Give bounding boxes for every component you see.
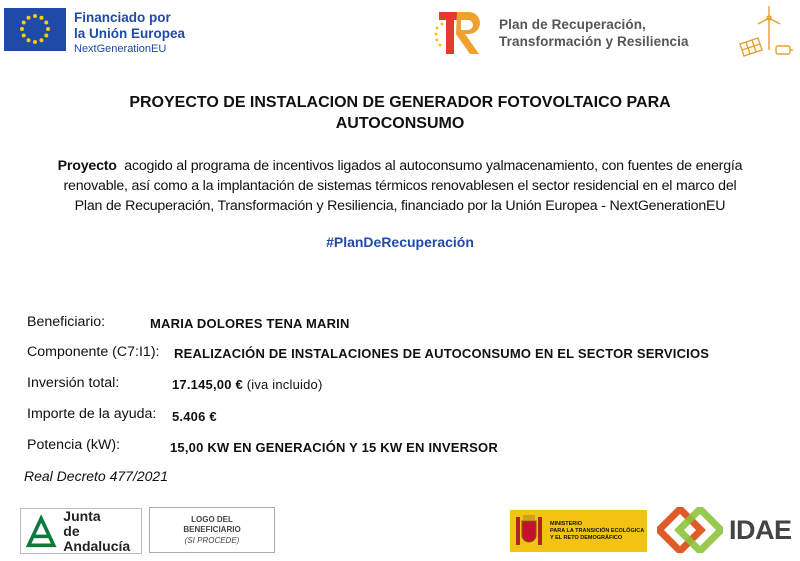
description-lead: Proyecto [57, 158, 117, 174]
ministerio-line3: Y EL RETO DEMOGRÁFICO [550, 534, 623, 541]
decree-reference: Real Decreto 477/2021 [24, 468, 168, 484]
potencia-value: 15,00 KW EN GENERACIÓN Y 15 KW EN INVERSOR [170, 440, 498, 455]
eu-logo-line1: Financiado por [74, 10, 171, 25]
prtr-logo [433, 10, 689, 56]
inversion-note: (iva incluido) [242, 377, 323, 392]
eu-logo-line3: NextGenerationEU [74, 43, 167, 55]
beneficiary-logo-placeholder [149, 507, 275, 553]
componente-value: REALIZACIÓN DE INSTALACIONES DE AUTOCONSUMO EN EL SECTOR SERVICIOS [174, 346, 710, 361]
inversion-amount: 17.145,00 € [172, 377, 243, 392]
importe-label: Importe de la ayuda: [27, 406, 157, 422]
junta-andalucia-logo [20, 508, 142, 554]
idae-text: IDAE [729, 514, 792, 545]
beneficiario-label: Beneficiario: [27, 314, 106, 330]
eu-logo-line2: la Unión Europea [74, 26, 186, 41]
prtr-line1: Plan de Recuperación, [499, 17, 646, 32]
idae-logo [657, 507, 792, 553]
inversion-label: Inversión total: [27, 375, 120, 391]
title-line1: PROYECTO DE INSTALACION DE GENERADOR FOTOVOLTAICO PARA [129, 94, 671, 111]
description-line3: Plan de Recuperación, Transformación y Resiliencia, financiado por la Unión Europea - NextGenerationEU [74, 198, 726, 214]
componente-label: Componente (C7:I1): [27, 344, 160, 360]
wind-solar-icon [736, 4, 794, 63]
eu-flag-icon [4, 8, 66, 51]
inversion-value [172, 377, 322, 392]
importe-value: 5.406 € [172, 409, 217, 424]
junta-line1: Junta [63, 507, 101, 524]
placeholder-line3: (SI PROCEDE) [184, 535, 240, 545]
prtr-line2: Transformación y Resiliencia [499, 34, 689, 49]
ministerio-logo [510, 510, 647, 552]
eu-funding-logo [4, 8, 185, 57]
beneficiario-value: MARIA DOLORES TENA MARIN [150, 316, 350, 331]
hashtag: #PlanDeRecuperación [326, 234, 474, 250]
potencia-label: Potencia (kW): [27, 437, 121, 453]
junta-emblem-icon [25, 513, 57, 549]
prtr-emblem-icon [433, 10, 487, 56]
junta-line2: de Andalucía [63, 522, 131, 554]
idae-emblem-icon [657, 507, 723, 553]
ministerio-line1: MINISTERIO [550, 520, 583, 527]
project-description [20, 156, 780, 216]
ministerio-line2: PARA LA TRANSICIÓN ECOLÓGICA [550, 527, 645, 534]
page-title [60, 92, 740, 134]
spain-coat-of-arms-icon [514, 513, 544, 549]
placeholder-line1: LOGO DEL [191, 514, 233, 524]
description-line1: acogido al programa de incentivos ligados al autoconsumo yalmacenamiento, con fuentes de energía [116, 158, 743, 174]
description-line2: renovable, así como a la implantación de sistemas térmicos renovablesen el sector residencial en el marco del [63, 178, 737, 194]
placeholder-line2: BENEFICIARIO [183, 524, 241, 534]
title-line2: AUTOCONSUMO [335, 115, 465, 132]
